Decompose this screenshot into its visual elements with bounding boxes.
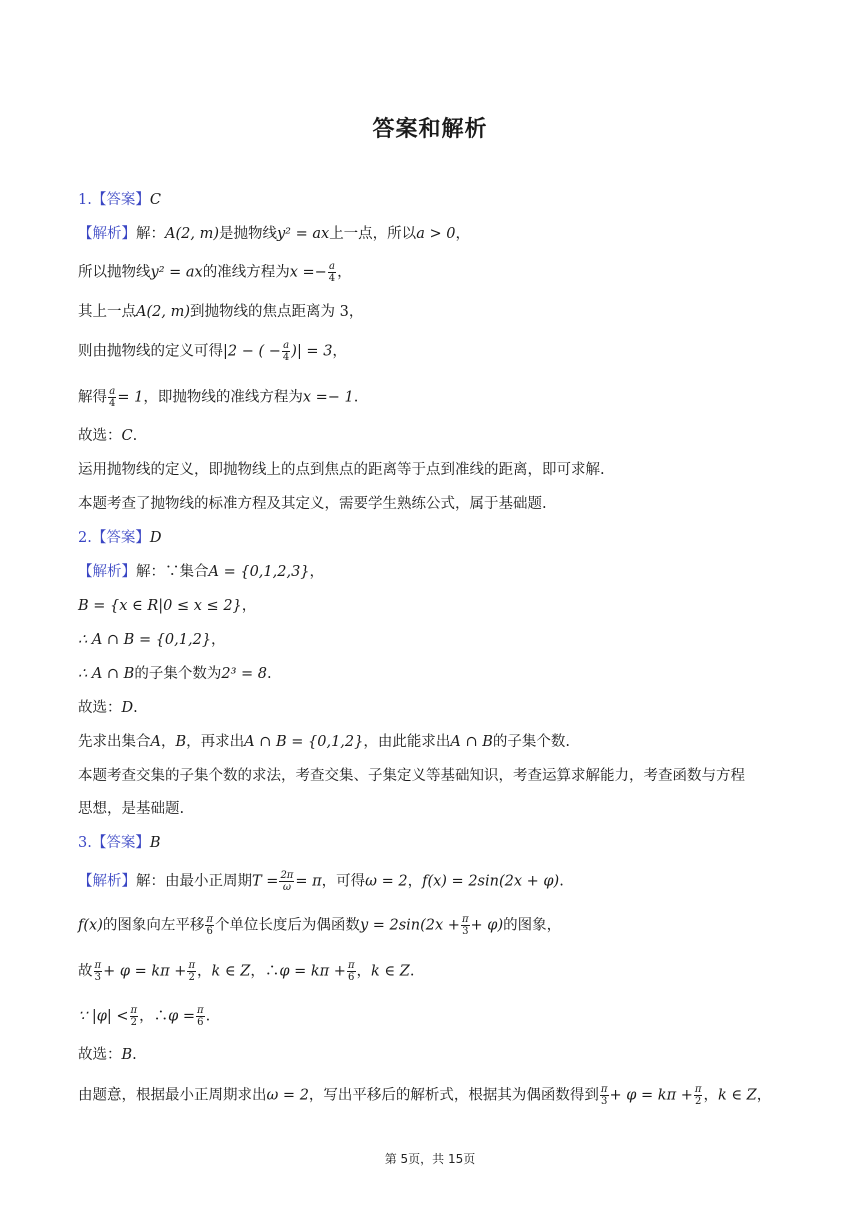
text: . xyxy=(409,963,415,980)
text: ， xyxy=(197,963,212,980)
math: + φ = kπ + xyxy=(609,1087,693,1104)
text: 解： xyxy=(136,226,165,242)
math: φ = xyxy=(168,1008,196,1025)
q3-analysis-tag: 【解析】 xyxy=(78,873,136,890)
math: f(x) xyxy=(78,917,103,934)
text: 上一点，所以 xyxy=(329,226,417,242)
text: 到抛物线的焦点距离为 3， xyxy=(189,304,364,320)
text: 所以抛物线 xyxy=(78,264,151,281)
text: 的子集个数. xyxy=(492,734,570,750)
text: ，即抛物线的准线方程为 xyxy=(143,389,303,406)
denominator: 6 xyxy=(348,972,355,983)
text: 故 xyxy=(78,963,93,980)
text: 由题意，根据最小正周期求出 xyxy=(78,1087,267,1104)
text: 解得 xyxy=(78,389,107,406)
math: A xyxy=(150,734,161,750)
numerator: π xyxy=(600,1084,608,1095)
math: k ∈ Z xyxy=(371,963,410,980)
math: C xyxy=(121,428,133,444)
denominator: 2 xyxy=(694,1096,702,1107)
page-footer: 第 5页，共 15页 xyxy=(384,1152,476,1166)
math: = π xyxy=(295,873,322,890)
math: ω = 2 xyxy=(365,873,408,890)
math: ∴ A ∩ B xyxy=(78,666,135,682)
math: + φ = kπ + xyxy=(103,963,187,980)
text: . xyxy=(132,1047,137,1063)
math: A ∩ B xyxy=(450,734,493,750)
math: A ∩ B = {0,1,2} xyxy=(244,734,364,750)
text: . xyxy=(133,700,138,716)
text: 故选： xyxy=(78,1047,122,1063)
text: ， xyxy=(332,343,347,360)
q3-analysis-line-2 xyxy=(78,914,784,937)
q3-choice-line xyxy=(78,1045,784,1065)
q2-summary-line-1: 本题考查交集的子集个数的求法，考查交集、子集定义等基础知识，考查运算求解能力，考查函数与方程 xyxy=(78,768,745,784)
q2-answer-line xyxy=(78,528,784,548)
text: ， xyxy=(309,564,325,580)
text: ， xyxy=(407,873,423,890)
q3-analysis-line-3 xyxy=(78,960,784,983)
q2-method-line xyxy=(78,732,784,752)
fraction xyxy=(694,1084,703,1107)
q3-answer-tag: 【答案】 xyxy=(91,835,150,851)
math: x =− xyxy=(289,264,327,281)
text: 个单位长度后为偶函数 xyxy=(214,917,360,934)
q1-choice-line xyxy=(78,426,784,446)
math: a > 0 xyxy=(416,226,456,242)
denominator: 2 xyxy=(130,1017,137,1028)
denominator: ω xyxy=(282,882,291,893)
q2-answer-tag: 【答案】 xyxy=(91,530,150,546)
q1-method-line: 运用抛物线的定义，即抛物线上的点到焦点的距离等于点到准线的距离，即可求解. xyxy=(78,462,605,478)
math: y² = ax xyxy=(276,226,330,242)
q3-answer-line xyxy=(78,833,784,853)
text: 的子集个数为 xyxy=(134,666,222,682)
fraction xyxy=(279,870,294,893)
text: ，再求出 xyxy=(186,734,245,750)
math: B xyxy=(175,734,187,750)
text: ，由此能求出 xyxy=(363,734,451,750)
q1-analysis-line-4 xyxy=(78,340,784,363)
q3-method-line xyxy=(78,1084,784,1107)
math: ∴ A ∩ B = {0,1,2} xyxy=(78,632,212,648)
numerator: π xyxy=(694,1084,702,1095)
math: ω = 2 xyxy=(266,1087,309,1104)
numerator: a xyxy=(109,386,116,397)
text: ，写出平移后的解析式，根据其为偶函数得到 xyxy=(308,1087,599,1104)
fraction xyxy=(461,914,470,937)
fraction xyxy=(600,1084,609,1107)
fraction xyxy=(130,1005,139,1028)
math: |2 − ( − xyxy=(223,343,281,360)
denominator: 4 xyxy=(109,398,116,409)
q2-number: 2. xyxy=(78,530,92,546)
denominator: 6 xyxy=(206,926,213,937)
q2-analysis-tag: 【解析】 xyxy=(78,564,136,580)
fraction xyxy=(205,914,214,937)
numerator: π xyxy=(461,914,469,925)
numerator: π xyxy=(94,960,102,971)
math: D xyxy=(121,700,134,716)
text: 则由抛物线的定义可得 xyxy=(78,343,223,360)
text: 的准线方程为 xyxy=(202,264,290,281)
math: B xyxy=(121,1047,133,1063)
numerator: a xyxy=(283,340,290,351)
math: A = {0,1,2,3} xyxy=(208,564,310,580)
text: ， xyxy=(241,598,257,614)
numerator: π xyxy=(197,1005,204,1016)
math: φ = kπ + xyxy=(279,963,346,980)
math: k ∈ Z xyxy=(211,963,251,980)
denominator: 6 xyxy=(197,1017,204,1028)
denominator: 4 xyxy=(282,352,290,363)
fraction xyxy=(282,340,290,363)
q2-analysis-line-2 xyxy=(78,596,784,616)
text: 解：∵集合 xyxy=(136,564,209,580)
math: ∵ |φ| < xyxy=(78,1008,129,1025)
text: ， xyxy=(211,632,226,648)
q3-analysis-line-4 xyxy=(78,1005,784,1028)
math: + φ) xyxy=(470,917,504,934)
text: ，∴ xyxy=(250,963,280,980)
q2-analysis-line-4 xyxy=(78,664,784,684)
q1-summary-line: 本题考查了抛物线的标准方程及其定义，需要学生熟练公式，属于基础题. xyxy=(78,496,547,512)
q1-analysis-line-1 xyxy=(78,224,784,244)
numerator: π xyxy=(130,1005,138,1016)
text: ， xyxy=(337,264,352,281)
denominator: 3 xyxy=(94,972,101,983)
text: ， xyxy=(455,226,470,242)
q1-answer-tag: 【答案】 xyxy=(91,192,150,208)
q2-choice-line xyxy=(78,698,784,718)
page-title: 答案和解析 xyxy=(372,117,488,142)
text: . xyxy=(266,666,272,682)
text: ， xyxy=(160,734,176,750)
math: A(2, m) xyxy=(136,304,190,320)
math: f(x) = 2sin(2x + φ) xyxy=(422,873,560,890)
q1-analysis-tag: 【解析】 xyxy=(78,226,136,242)
text: ，可得 xyxy=(321,873,366,890)
text: 是抛物线 xyxy=(218,226,277,242)
q2-summary-line-2: 思想，是基础题. xyxy=(78,801,185,817)
math: = 1 xyxy=(117,389,144,406)
text: . xyxy=(559,873,564,890)
text: 的图象， xyxy=(503,917,562,934)
q3-number: 3. xyxy=(78,835,92,851)
q1-analysis-line-3 xyxy=(78,302,784,322)
denominator: 3 xyxy=(462,926,469,937)
text: 解：由最小正周期 xyxy=(136,873,252,890)
text: ， xyxy=(756,1087,772,1104)
text: 先求出集合 xyxy=(78,734,151,750)
numerator: 2π xyxy=(280,870,294,881)
q1-answer: C xyxy=(149,192,161,208)
text: . xyxy=(353,389,359,406)
numerator: π xyxy=(347,960,355,971)
fraction xyxy=(94,960,103,983)
text: 故选： xyxy=(78,428,122,444)
fraction xyxy=(196,1005,205,1028)
q2-analysis-line-3 xyxy=(78,630,784,650)
math: x =− 1 xyxy=(302,389,354,406)
math: y² = ax xyxy=(150,264,203,281)
text: ，∴ xyxy=(139,1008,169,1025)
numerator: π xyxy=(206,914,213,925)
denominator: 4 xyxy=(328,273,336,284)
math: )| = 3 xyxy=(291,343,333,360)
math: k ∈ Z xyxy=(717,1087,757,1104)
q1-analysis-line-2 xyxy=(78,261,784,284)
q3-answer: B xyxy=(149,835,161,851)
denominator: 3 xyxy=(601,1096,608,1107)
fraction xyxy=(328,261,336,284)
q2-analysis-line-1 xyxy=(78,562,784,582)
q1-answer-line xyxy=(78,190,784,210)
q2-answer: D xyxy=(149,530,162,546)
numerator: a xyxy=(329,261,335,272)
text: ， xyxy=(703,1087,718,1104)
text: 的图象向左平移 xyxy=(102,917,205,934)
text: 故选： xyxy=(78,700,122,716)
denominator: 2 xyxy=(188,972,195,983)
text: . xyxy=(205,1008,211,1025)
math: B = {x ∈ R|0 ≤ x ≤ 2} xyxy=(78,598,242,614)
fraction xyxy=(347,960,356,983)
q3-analysis-line-1 xyxy=(78,870,784,893)
math: y = 2sin(2x + xyxy=(359,917,460,934)
text: 其上一点 xyxy=(78,304,136,320)
math: T = xyxy=(252,873,279,890)
text: . xyxy=(132,428,138,444)
numerator: π xyxy=(188,960,196,971)
text: ， xyxy=(356,963,372,980)
math: 2³ = 8 xyxy=(221,666,267,682)
math: A(2, m) xyxy=(165,226,219,242)
q1-analysis-line-5 xyxy=(78,386,784,409)
fraction xyxy=(187,960,196,983)
fraction xyxy=(108,386,116,409)
q1-number: 1. xyxy=(78,192,92,208)
